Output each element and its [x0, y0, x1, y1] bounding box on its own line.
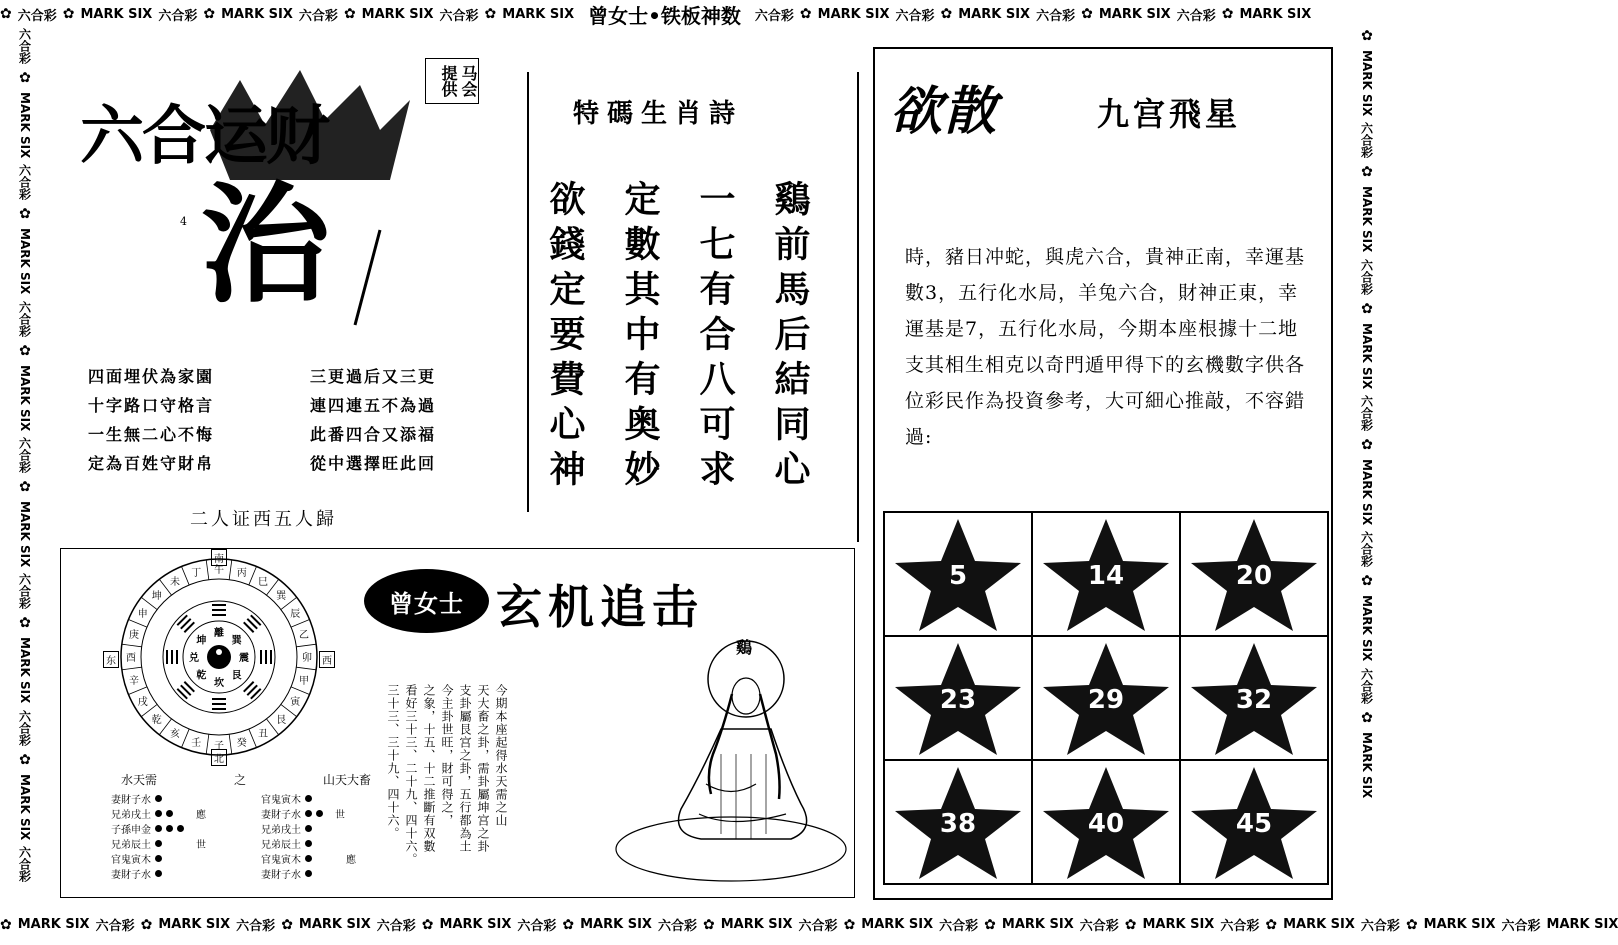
brand-text: MARK SIX	[1360, 595, 1374, 662]
poem-column: 欲錢定要費心神	[544, 180, 586, 495]
gua-line-text: 兄弟辰土	[111, 840, 151, 851]
compass-outer-label: 艮	[276, 715, 287, 727]
brand-text: 六合彩	[17, 28, 32, 64]
compass-outer-label: 壬	[191, 738, 202, 750]
flower-icon: ✿	[1359, 709, 1375, 726]
verses-left	[88, 362, 214, 478]
brand-text: 六合彩	[1359, 667, 1374, 704]
brand-text: MARK SIX	[958, 6, 1031, 22]
brand-text: MARK SIX	[1360, 50, 1374, 117]
analysis-column: 看好三十三、二十九、四十六。	[404, 684, 418, 866]
star-number: 38	[939, 809, 977, 839]
flower-icon: ✿	[1405, 916, 1418, 933]
analysis-column: 天大畜之卦，需卦屬坤宫之卦	[476, 684, 490, 853]
gua-line	[111, 851, 206, 866]
brand-text: 六合彩	[17, 8, 57, 24]
poem-column: 鷄前馬后結同心	[769, 180, 811, 495]
gua-line	[261, 851, 356, 866]
brand-text: 六合彩	[939, 919, 979, 934]
compass-outer-label: 辰	[290, 609, 301, 620]
compass-inner-label: 坤	[196, 635, 207, 647]
compass-inner-label: 坎	[214, 678, 224, 689]
header-bar	[0, 0, 1391, 28]
gua-line-text: 妻財子水	[111, 870, 151, 881]
compass-outer-label: 乙	[299, 630, 310, 642]
right-border	[1352, 28, 1382, 908]
verse-line: 從中選擇旺此回	[310, 454, 437, 473]
compass-outer-label: 癸	[236, 738, 247, 750]
bottom-panel	[60, 548, 855, 898]
compass-outer-label: 亥	[170, 729, 180, 741]
gua-line-text: 兄弟戌土	[111, 810, 151, 821]
compass-outer-label: 丁	[191, 567, 202, 579]
brand-text: 六合彩	[376, 919, 416, 934]
verse-footer: 二人证西五人歸	[190, 509, 337, 530]
star-cell	[1033, 761, 1181, 885]
compass-outer-label: 卯	[302, 653, 312, 664]
analysis-column: 三十三、三十九、四十六。	[386, 684, 400, 840]
compass-outer-label: 午	[214, 565, 224, 576]
star-cell	[1181, 637, 1329, 761]
analysis-text	[386, 684, 508, 884]
flower-icon: ✿	[203, 6, 216, 22]
gua-line-text: 兄弟戌土	[261, 825, 301, 836]
compass-inner-label: 巽	[231, 635, 242, 647]
brand-text: MARK SIX	[439, 917, 512, 932]
compass-inner-label: 艮	[231, 670, 242, 682]
guanyin-figure	[611, 634, 851, 894]
analysis-column: 支卦屬艮宫之卦，五行都為土	[458, 684, 472, 853]
flower-icon: ✿	[1359, 164, 1375, 181]
brand-text: MARK SIX	[80, 6, 153, 22]
gua-line	[261, 806, 356, 821]
brand-text: 六合彩	[17, 845, 32, 882]
star-number: 20	[1235, 561, 1273, 591]
compass-tick	[181, 566, 189, 584]
compass-outer-label: 丙	[236, 567, 247, 579]
poem-title: 特碼生肖詩	[573, 99, 744, 129]
gua-mark: 世	[196, 840, 206, 851]
compass-outer-label: 巳	[258, 576, 268, 588]
compass-tick	[291, 687, 309, 695]
gua-left	[111, 791, 206, 881]
analysis-column: 今期本座起得水天需之山	[494, 684, 508, 827]
verse-line: 定為百姓守財帛	[88, 454, 215, 473]
brand-text: MARK SIX	[18, 773, 32, 840]
brand-text: MARK SIX	[861, 917, 934, 932]
gua-line	[261, 836, 356, 851]
footer-bar	[0, 904, 1618, 945]
brand-text: 六合彩	[95, 919, 135, 934]
compass-tick	[206, 560, 209, 580]
brand-text: 六合彩	[517, 919, 557, 934]
compass-tick	[296, 644, 316, 647]
compass-outer-label: 子	[214, 741, 224, 752]
left-panel	[60, 50, 510, 530]
flower-icon: ✿	[940, 6, 953, 22]
analysis-column: 今主卦世旺，財可得之，	[440, 684, 454, 827]
divider	[527, 72, 529, 512]
brand-text: 六合彩	[439, 8, 479, 24]
brand-text: MARK SIX	[1360, 731, 1374, 798]
compass-tick	[249, 566, 257, 584]
poem-column: 一七有合八可求	[694, 180, 736, 495]
brand-text: MARK SIX	[18, 637, 32, 704]
brand-text: MARK SIX	[580, 917, 652, 932]
poem-panel	[545, 85, 845, 505]
brand-text: 六合彩	[1359, 122, 1374, 159]
compass-inner-label: 兑	[189, 653, 199, 664]
flower-icon: ✿	[17, 615, 33, 632]
star-number: 40	[1087, 809, 1125, 839]
direction-south: 南	[211, 549, 227, 566]
direction-east: 东	[103, 651, 119, 668]
compass-outer-label: 寅	[290, 697, 301, 708]
brand-text: MARK SIX	[1098, 6, 1171, 22]
brand-text: MARK SIX	[817, 6, 890, 22]
flower-icon: ✿	[1359, 28, 1375, 44]
verse-line: 十字路口守格言	[88, 396, 215, 415]
verse-line: 此番四合又添福	[310, 425, 437, 444]
gua-line-text: 妻財子水	[261, 870, 301, 881]
gua-line-text: 子孫申金	[111, 825, 151, 836]
flower-icon: ✿	[17, 206, 33, 223]
flower-icon: ✿	[843, 916, 856, 933]
star-cell	[1033, 513, 1181, 637]
star-cell	[885, 761, 1033, 885]
star-number: 14	[1087, 561, 1125, 591]
small-number: 4	[180, 215, 187, 228]
banner-badge: 曾女士	[364, 569, 489, 633]
gua-title: 水天需	[121, 773, 158, 787]
flower-icon: ✿	[1221, 6, 1234, 22]
flower-icon: ✿	[1124, 916, 1137, 933]
brand-text: MARK SIX	[1423, 917, 1496, 932]
brand-text: MARK SIX	[1546, 917, 1618, 932]
brand-text: MARK SIX	[1001, 917, 1074, 932]
compass-tick	[249, 729, 257, 747]
brand-text: MARK SIX	[18, 228, 32, 295]
flower-icon: ✿	[17, 751, 33, 768]
brand-text: MARK SIX	[17, 917, 90, 932]
star-cell	[1181, 761, 1329, 885]
brand-text: MARK SIX	[361, 6, 434, 22]
flying-star-description: 時，豬日冲蛇，與虎六合，貴神正南，幸運基數3，五行化水局，羊兔六合，財神正東，幸運基是7，五行化水局，今期本座根據十二地支其相生相克以奇門遁甲得下的玄機數字供各位彩民作為投資參考，大可細心推敲，不容錯過:	[905, 246, 1306, 448]
brand-text: 六合彩	[1359, 531, 1374, 568]
compass-tick	[181, 729, 189, 747]
brand-text: MARK SIX	[720, 917, 793, 932]
brand-text: 六合彩	[158, 8, 198, 24]
gua-title: 之	[233, 773, 246, 787]
gua-line	[111, 821, 206, 836]
compass-tick	[122, 644, 142, 647]
flower-icon: ✿	[562, 916, 575, 933]
brand-text: MARK SIX	[1239, 6, 1312, 22]
flower-icon: ✿	[281, 916, 293, 933]
flower-icon: ✿	[702, 916, 715, 933]
right-panel	[873, 47, 1333, 900]
left-border	[10, 28, 40, 908]
brand-text: MARK SIX	[1283, 917, 1355, 932]
compass-tick	[291, 619, 309, 627]
direction-north: 北	[211, 749, 227, 766]
compass-tick	[206, 734, 209, 754]
gua-line	[261, 866, 356, 881]
compass-outer-label: 庚	[128, 630, 139, 642]
gua-right	[261, 791, 356, 881]
brand-text: 六合彩	[17, 300, 32, 337]
compass-tick	[229, 734, 232, 754]
verse-line: 三更過后又三更	[310, 367, 437, 386]
brand-text: 六合彩	[1079, 919, 1119, 934]
brand-text: MARK SIX	[298, 917, 371, 932]
compass-outer-label: 巽	[276, 590, 287, 602]
flower-icon: ✿	[1359, 300, 1375, 317]
flower-icon: ✿	[1359, 436, 1375, 453]
badge-provided-by: 马会提供	[425, 58, 479, 104]
compass-inner-label: 震	[239, 653, 249, 664]
brand-text: 六合彩	[754, 8, 794, 24]
brand-text: MARK SIX	[18, 92, 32, 159]
gua-mark: 應	[196, 810, 206, 821]
brand-text: 六合彩	[1359, 394, 1374, 431]
flower-icon: ✿	[0, 6, 12, 22]
brand-text: 六合彩	[1360, 919, 1400, 934]
star-number: 29	[1087, 685, 1125, 715]
brand-text: MARK SIX	[1360, 186, 1374, 253]
figure-label: 鷄	[736, 638, 753, 657]
verse-line: 連四連五不為過	[310, 396, 437, 415]
flower-icon: ✿	[0, 916, 12, 933]
compass-outer-label: 酉	[126, 653, 136, 664]
flower-icon: ✿	[484, 6, 497, 22]
compass-inner-label: 離	[214, 628, 224, 639]
verse-line: 一生無二心不悔	[88, 425, 215, 444]
star-cell	[885, 637, 1033, 761]
analysis-column: 之象，十五、十二推斷有双數	[422, 684, 436, 853]
gua-line	[261, 821, 356, 836]
gua-line	[111, 836, 206, 851]
compass-tick	[229, 560, 232, 580]
compass-inner-label: 乾	[196, 670, 207, 682]
star-number: 23	[939, 685, 977, 715]
gua-line-text: 妻財子水	[261, 810, 301, 821]
star-number: 45	[1235, 809, 1273, 839]
brand-text: 六合彩	[1359, 258, 1374, 295]
poem-column: 定數其中有奥妙	[619, 180, 661, 495]
verse-line: 四面埋伏為家園	[88, 367, 215, 386]
star-grid	[883, 511, 1329, 885]
compass-outer-label: 丑	[258, 729, 268, 741]
compass-outer-label: 辛	[128, 675, 139, 687]
compass-outer-label: 乾	[151, 715, 162, 727]
brand-text: 六合彩	[236, 919, 276, 934]
direction-west: 西	[319, 651, 335, 668]
brand-text: 六合彩	[657, 919, 697, 934]
brand-text: 六合彩	[17, 709, 32, 746]
star-cell	[1181, 513, 1329, 637]
brand-text: 六合彩	[895, 8, 935, 24]
brand-text: MARK SIX	[158, 917, 231, 932]
compass-tick	[296, 667, 316, 670]
gua-line-text: 兄弟辰土	[261, 840, 301, 851]
star-cell	[1033, 637, 1181, 761]
flower-icon: ✿	[17, 70, 33, 86]
compass-outer-label: 申	[137, 609, 148, 620]
banner-title: 玄机追击	[496, 580, 704, 634]
brand-text: MARK SIX	[18, 500, 32, 568]
star-number: 32	[1235, 685, 1273, 715]
brand-text: 六合彩	[17, 573, 32, 610]
gua-line	[111, 806, 206, 821]
brand-text: 六合彩	[1501, 919, 1541, 934]
gua-line-text: 官鬼寅木	[111, 855, 151, 866]
flower-icon: ✿	[421, 916, 434, 933]
brand-text: MARK SIX	[1142, 917, 1215, 932]
brand-text: MARK SIX	[1360, 322, 1374, 389]
brand-text: 六合彩	[17, 436, 32, 473]
gua-mark: 應	[346, 855, 356, 866]
big-character: 治	[200, 168, 331, 321]
flower-icon: ✿	[1081, 6, 1093, 22]
compass-outer-label: 戌	[137, 697, 148, 708]
flying-star-title: 九宫飛星	[1097, 95, 1242, 133]
lucky-title: 六合运财	[80, 99, 328, 174]
title-art: 欲散	[890, 81, 999, 142]
divider	[857, 72, 859, 542]
page-title: 曾女士•铁板神数	[588, 3, 741, 28]
brand-text: 六合彩	[298, 8, 338, 24]
brand-text: MARK SIX	[502, 6, 575, 22]
brand-text: MARK SIX	[221, 6, 293, 22]
flower-icon: ✿	[1265, 916, 1278, 933]
gua-line	[111, 791, 206, 806]
compass-outer-label: 坤	[151, 590, 162, 602]
brand-text: MARK SIX	[18, 364, 32, 431]
flower-icon: ✿	[17, 478, 33, 495]
compass-outer-label: 未	[170, 576, 180, 588]
gua-line-text: 官鬼寅木	[261, 795, 301, 806]
compass-tick	[128, 619, 146, 627]
gua-mark: 世	[335, 810, 345, 821]
brand-text: MARK SIX	[1360, 458, 1374, 526]
compass-outer-label: 甲	[299, 675, 310, 687]
brand-text: 六合彩	[1176, 8, 1216, 24]
gua-line-text: 妻財子水	[111, 795, 151, 806]
brand-text: 六合彩	[1036, 8, 1076, 24]
flower-icon: ✿	[799, 6, 812, 22]
brand-text: 六合彩	[17, 164, 32, 201]
stroke-decoration	[350, 230, 390, 330]
star-number: 5	[948, 561, 968, 591]
flower-icon: ✿	[140, 916, 153, 933]
gua-heading	[121, 771, 371, 788]
flower-icon: ✿	[62, 6, 75, 22]
brand-text: 六合彩	[798, 919, 838, 934]
flower-icon: ✿	[343, 6, 356, 22]
compass-tick	[128, 687, 146, 695]
gua-title: 山天大畜	[322, 773, 371, 787]
flower-icon: ✿	[1359, 573, 1375, 590]
gua-line	[261, 791, 356, 806]
compass-tick	[122, 667, 142, 670]
star-cell	[885, 513, 1033, 637]
flower-icon: ✿	[984, 916, 996, 933]
flower-icon: ✿	[17, 342, 33, 359]
brand-text: 六合彩	[1220, 919, 1260, 934]
verses-right	[310, 362, 436, 478]
gua-line-text: 官鬼寅木	[261, 855, 301, 866]
gua-line	[111, 866, 206, 881]
